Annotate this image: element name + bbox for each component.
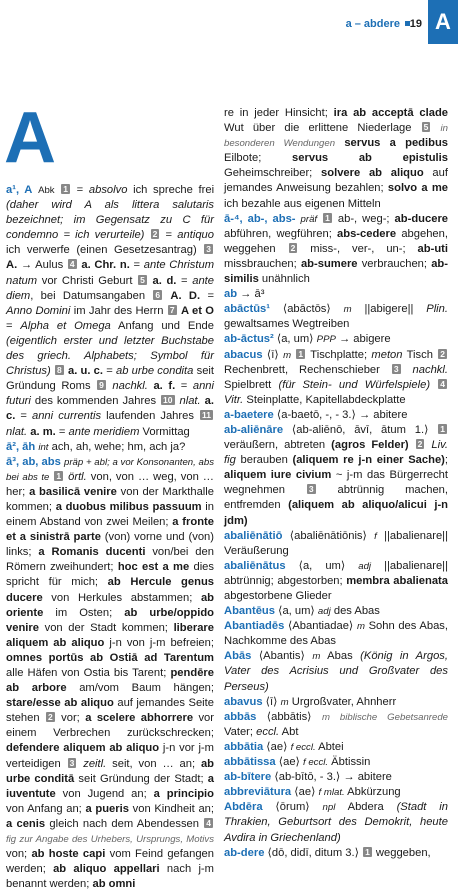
dictionary-entry: Abantēus ⟨a, um⟩ adj des Abas [224,605,380,618]
dictionary-entry: ab-aliēnāre ⟨ab-aliēnō, āvī, ātum 1.⟩ 1 veräußern, abtreten (agros Felder) 2 Liv. fig berauben (aliquem re j-n einer Sache); aliquem iure civium ~ j-m das Bürgerrecht wegnehmen 3 abtrünnig machen, entfremden (aliquem ab aliquo/alicui j-n jdm) [224,423,449,527]
dictionary-entry: Abās ⟨Abantis⟩ m Abas (König in Argos, Vater des Acrisius und Großvater des Perseus) [224,650,448,693]
dictionary-entry: Abantiadēs ⟨Abantiadae⟩ m Sohn des Abas, Nachkomme des Abas [224,620,449,648]
dictionary-entry: ab → ā³ [224,288,265,301]
dictionary-entry: abaliēnātus ⟨a, um⟩ adj ||abalienare|| abtrünnig; abgestorben; membra abalienata abgestorbene Glieder [224,559,448,602]
dictionary-entry: ā³, ab, abs präp + abl; a vor Konsonanten, abs bei abs te 1 örtl. von, von … weg, von … her; a basilicā venire von der Markthalle kommen; a duobus milibus passuum in einem Abstand von zwei Meilen; a fronte et a sinistrā parte (von) vorne und (von) links; a Romanis ducenti von/bei den Römern zweihundert; hoc est a me dies spricht für mich; ab Herculе genus ducere von Herkules abstammen; ab oriente im Osten; ab urbe/oppido venire von der Stadt kommen; liberare aliquem ab aliquo j-n von j-m befreien; omnes portūs ab Ostiā ad Tarentum alle Häfen von Ostia bis Tarent; pendēre ab arbore am/vom Baum hängen; stare/esse ab aliquo auf jemandes Seite stehen 2 vor; a scelere abhorrere vor einem Verbrechen zurückschrecken; defendere aliquem ab aliquo j-n vor j-m verteidigen 3 zeitl. seit, von … an; ab urbe conditā seit Gründung der Stadt; a iuventute von Jugend an; a principio von Anfang an; a pueris von Kindheit an; a cenis gleich nach dem Abendessen 4 fig zur Angabe des Urhebers, Ursprungs, Motivs von; ab hoste capi vom Feind gefangen werden; ab aliquo appellari nach j-m benannt werden; ab omni [6,455,215,891]
page-number: 19 [409,18,422,30]
dictionary-entry: abāctūs¹ ⟨abāctōs⟩ m ||abigere|| Plin. gewaltsames Wegtreiben [224,303,448,331]
dictionary-entry: abbās ⟨abbātis⟩ m biblische Gebetsanrede Vater; eccl. Abt [224,710,448,738]
dictionary-entry: re in jeder Hinsicht; ira ab acceptā clade Wut über die erlittene Niederlage 5 in besonderen Wendungen servus a pedibus Eilbote; servus ab epistulis Geheimschreiber; solvere ab aliquo auf jemandes Anweisung bezahlen; solvo a me ich bezahle aus eigenen Mitteln [224,107,448,210]
dictionary-entry: abaliēnātiō ⟨abaliēnātiōnis⟩ f ||abalienare|| Veräußerung [224,529,448,557]
dictionary-entry: abavus ⟨ī⟩ m Urgroßvater, Ahnherr [224,695,397,708]
dictionary-entry: abacus ⟨ī⟩ m 1 Tischplatte; meton Tisch 2 Rechenbrett, Rechenschieber 3 nachkl. Spielbrett (für Stein- und Würfelspiele) 4 Vitr. Steinplatte, Kapitellabdeckplatte [224,348,448,406]
section-letter: A [4,98,56,178]
dictionary-entry: abbātissa ⟨ae⟩ f eccl. Äbtissin [224,756,371,769]
dictionary-entry: ab-dere ⟨dō, didī, ditum 3.⟩ 1 weggeben, [224,846,431,859]
dictionary-entry: a¹, A Abk 1 = absolvo ich spreche frei (daher wird A als littera salutaris bezeichnet; im Gegensatz zu C für condemno = ich verurteile) 2 = antiquo ich verwerfe (einen Gesetzesantrag) 3 A. → Aulus 4 a. Chr. n. = ante Christum natum vor Christi Geburt 5 a. d. = ante diem, bei Datumsangaben 6 A. D. = Anno Domini im Jahr des Herrn 7 A et O = Alpha et Omega Anfang und Ende (eigentlich erster und letzter Buchstabe des griech. Alphabets; Symbol für Christus) 8 a. u. c. = ab urbe condita seit Gründung Roms 9 nachkl. a. f. = anni futuri des kommenden Jahres 10 nlat. a. c. = anni currentis laufenden Jahres 11 nlat. a. m. = ante meridiem Vormittag [6,184,215,438]
dictionary-entry: a-baetere ⟨a-baetō, -, - 3.⟩ → abitere [224,408,408,421]
dictionary-entry: ā², āh int ach, ah, wehe; hm, ach ja? [6,440,186,453]
dictionary-entry: ā-⁴, ab-, abs- präf 1 ab-, weg-; ab-ducere abführen, wegführen; abs-cedere abgehen, weggehen 2 miss-, ver-, un-; ab-uti missbrauchen; ab-sumere verbrauchen; ab-similis unähnlich [224,212,449,286]
running-head-range: a – abdere [345,18,400,30]
dictionary-column-right [224,106,448,861]
dictionary-entry: ab-bītere ⟨ab-bītō, - 3.⟩ → abitere [224,771,392,784]
dictionary-entry: abbātia ⟨ae⟩ f eccl. Abtei [224,740,344,753]
dictionary-column-left [6,183,214,892]
page-header [0,0,458,40]
dictionary-entry: Abdēra ⟨ōrum⟩ npl Abdera (Stadt in Thrakien, Geburtsort des Demokrit, heute Avdira in Griechenland) [224,801,448,844]
dictionary-entry: abbreviātura ⟨ae⟩ f mlat. Abkürzung [224,786,401,799]
thumb-index-tab[interactable]: A [428,0,458,44]
dictionary-entry: ab-āctus² ⟨a, um⟩ PPP → abigere [224,333,391,346]
